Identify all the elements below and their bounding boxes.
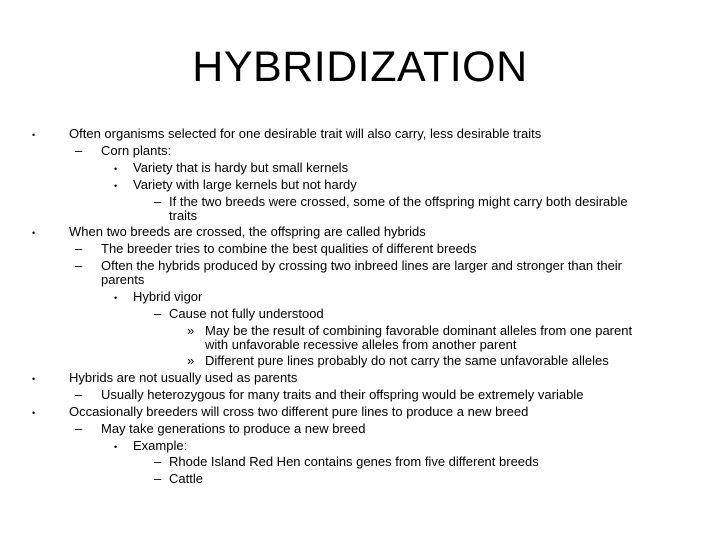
bullet-marker: »	[187, 323, 195, 338]
bullet-marker: •	[114, 181, 118, 191]
bullet-marker: •	[32, 228, 36, 238]
bullet-marker: –	[75, 258, 83, 273]
bullet-text: Often organisms selected for one desirable trait will also carry, less desirable traits	[69, 126, 542, 141]
bullet-marker: •	[32, 130, 36, 140]
bullet-marker: •	[114, 442, 118, 452]
bullet-text: Hybrid vigor	[133, 289, 203, 304]
bullet-text: The breeder tries to combine the best qualities of different breeds	[101, 241, 477, 256]
slide-title: HYBRIDIZATION	[192, 43, 528, 91]
bullet-marker: •	[114, 293, 118, 303]
bullet-marker: –	[154, 194, 162, 209]
bullet-text: Example:	[133, 438, 188, 453]
bullet-text: Different pure lines probably do not carry the same unfavorable alleles	[205, 353, 609, 368]
bullet-text: Hybrids are not usually used as parents	[69, 370, 298, 385]
bullet-marker: •	[32, 374, 36, 384]
bullet-text: May take generations to produce a new breed	[101, 421, 366, 436]
bullet-text: When two breeds are crossed, the offspring are called hybrids	[69, 224, 426, 239]
bullet-text: Variety with large kernels but not hardy	[133, 177, 357, 192]
bullet-marker: –	[75, 387, 83, 402]
bullet-text: Usually heterozygous for many traits and their offspring would be extremely variable	[101, 387, 584, 402]
bullet-marker: –	[75, 143, 83, 158]
bullet-text: Cause not fully understood	[169, 306, 324, 321]
bullet-marker: »	[187, 353, 195, 368]
bullet-text: May be the result of combining favorable dominant alleles from one parent	[205, 323, 633, 338]
bullet-marker: –	[154, 306, 162, 321]
bullet-marker: –	[154, 454, 162, 469]
bullet-text: Variety that is hardy but small kernels	[133, 160, 349, 175]
bullet-text: Occasionally breeders will cross two different pure lines to produce a new breed	[69, 404, 529, 419]
bullet-text-continued: with unfavorable recessive alleles from another parent	[205, 337, 517, 352]
bullet-text: Rhode Island Red Hen contains genes from five different breeds	[169, 454, 539, 469]
bullet-marker: –	[75, 421, 83, 436]
bullet-marker: –	[75, 241, 83, 256]
bullet-marker: •	[114, 164, 118, 174]
bullet-text: If the two breeds were crossed, some of the offspring might carry both desirable	[169, 194, 628, 209]
bullet-marker: •	[32, 408, 36, 418]
bullet-text: Cattle	[169, 471, 203, 486]
bullet-text-continued: traits	[169, 208, 198, 223]
bullet-marker: –	[154, 471, 162, 486]
bullet-text: Corn plants:	[101, 143, 172, 158]
bullet-text: Often the hybrids produced by crossing two inbreed lines are larger and stronger than their	[101, 258, 623, 273]
bullet-text-continued: parents	[101, 272, 145, 287]
